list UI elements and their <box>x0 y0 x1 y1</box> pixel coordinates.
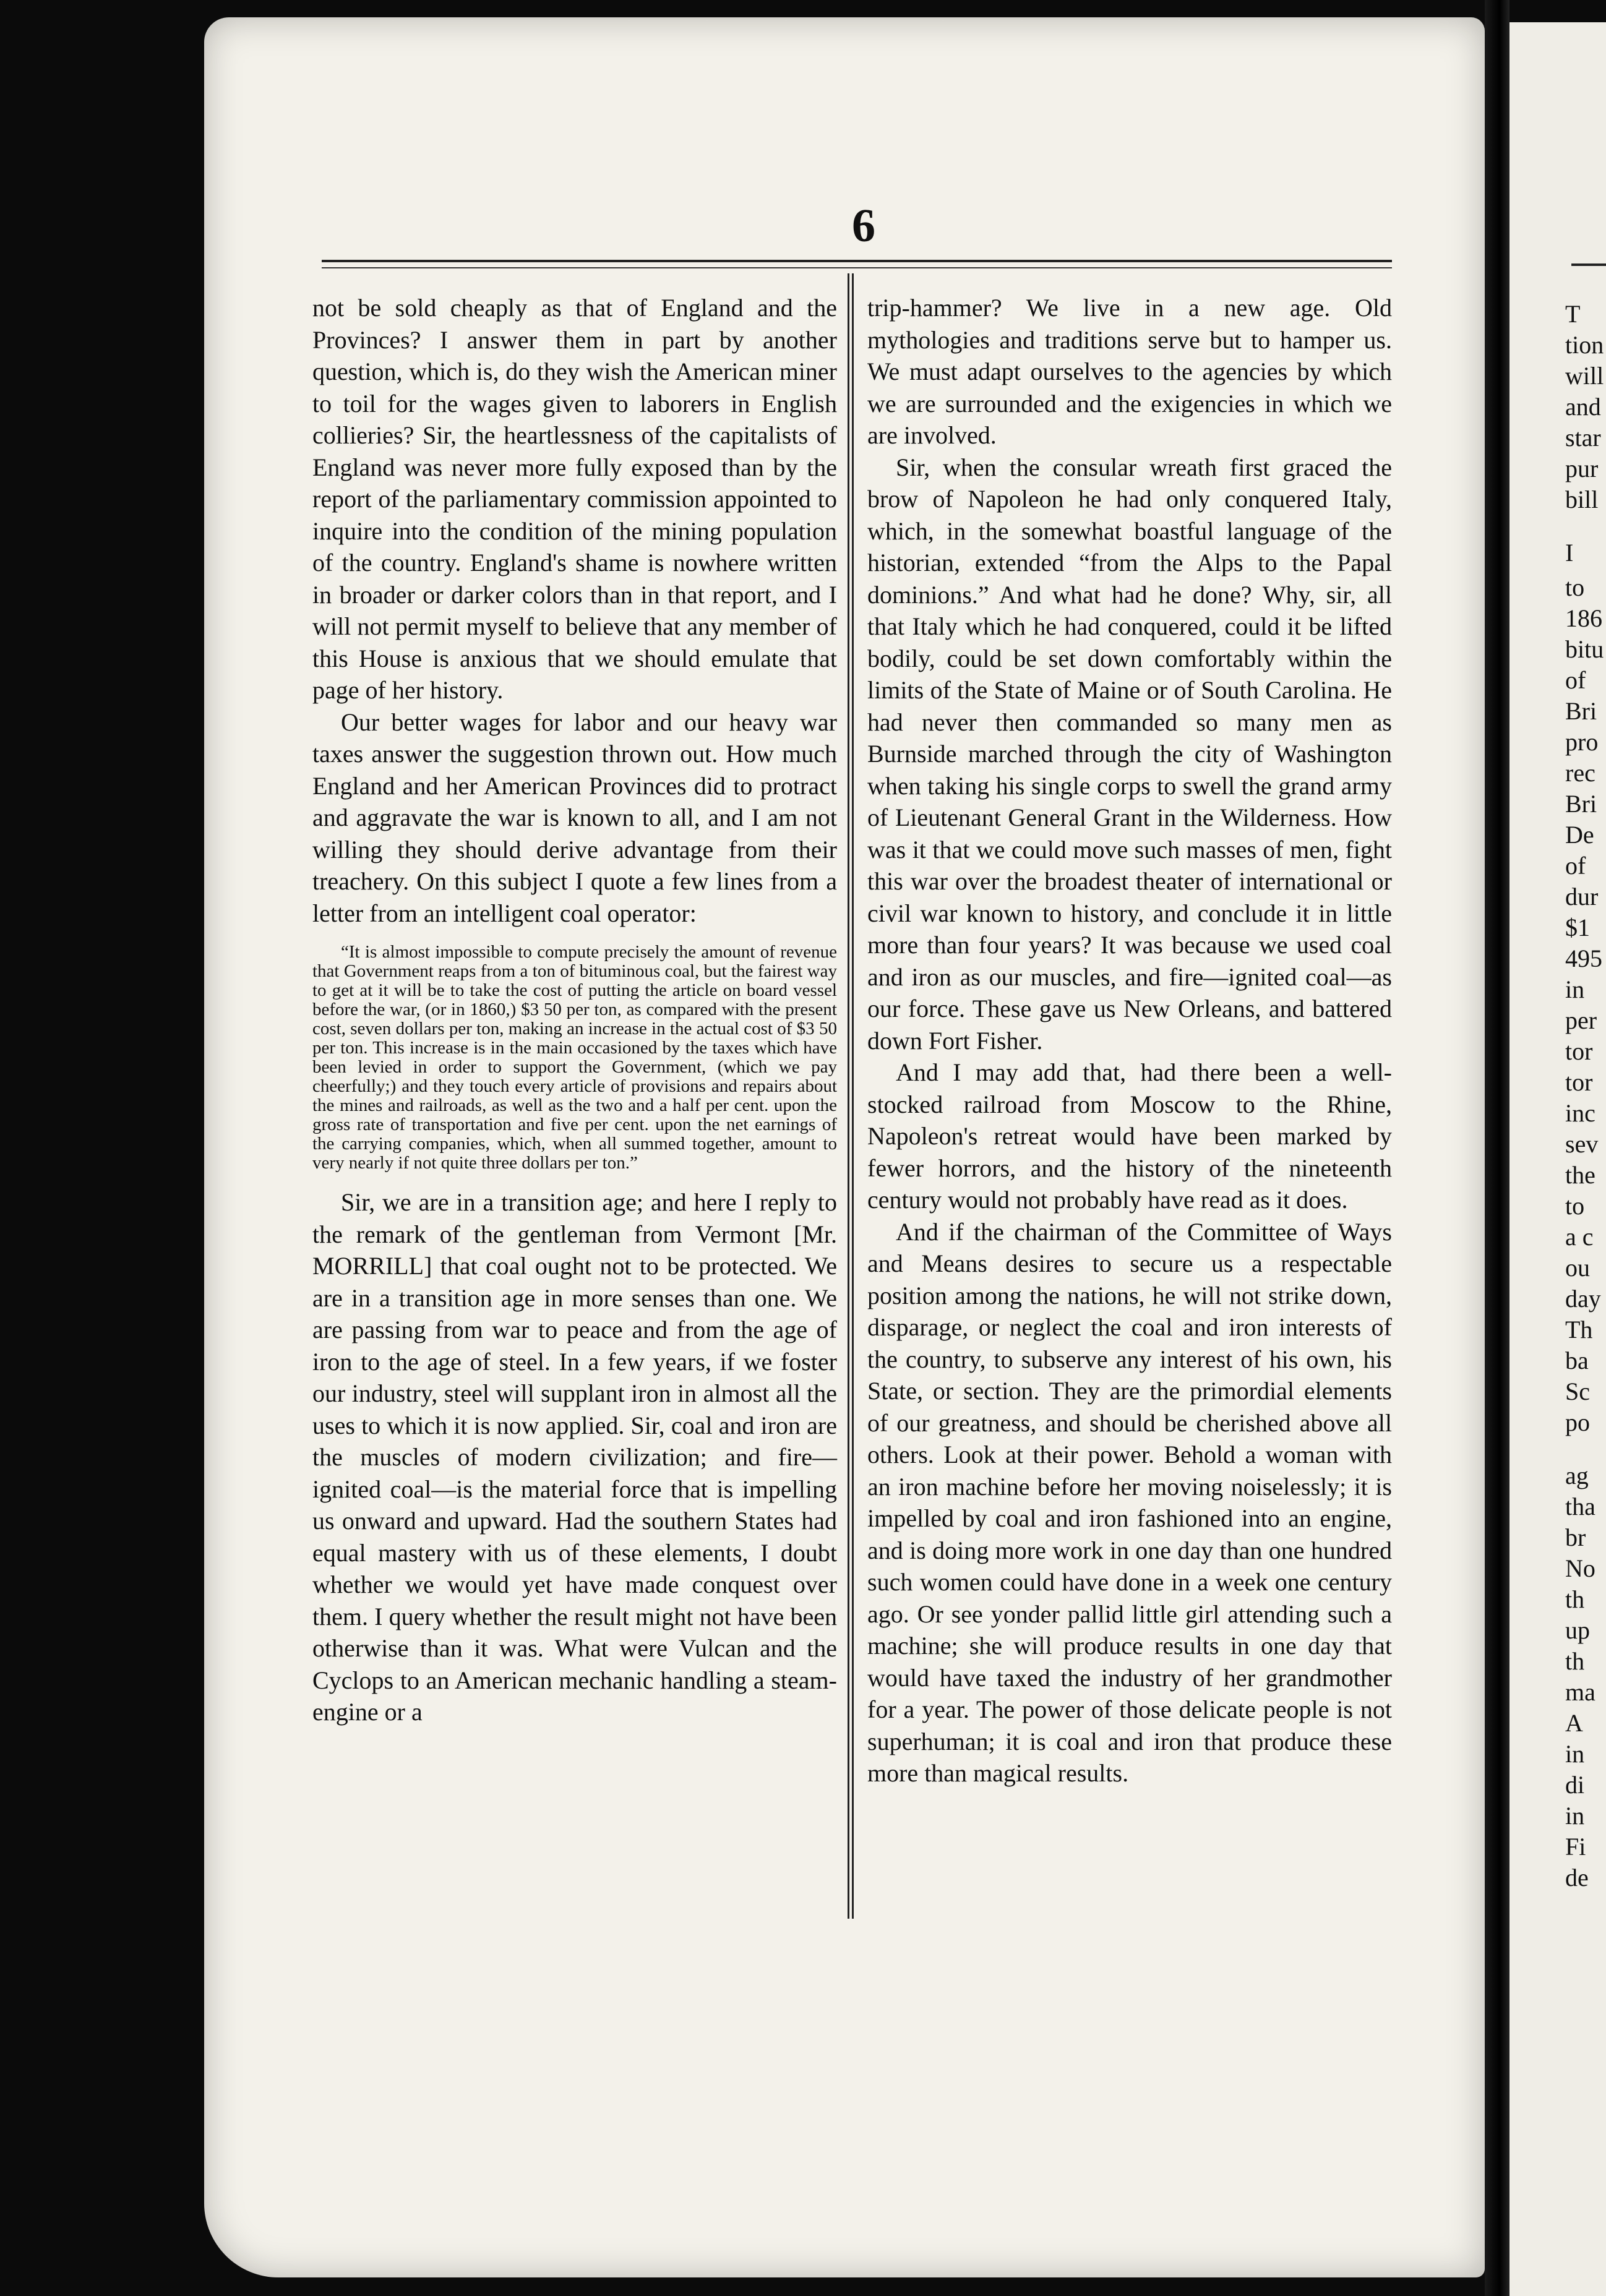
adjacent-page-fragment: up <box>1565 1616 1590 1644</box>
paragraph: And if the chairman of the Committee of Ways and Means desires to secure us a respectable position among the nations, he will not strike down, disparage, or neglect the coal and iron interests of the country, to subserve any interest of his own, his State, or section. They are the primordial elements of our greatness, and should be cherished above all others. Look at their power. Behold a woman with an iron machine before her moving noiselessly; it is impelled by coal and iron fashioned into an engine, and is doing more work in one day than one hundred such women could have done in a week one century ago. Or see yonder pallid little girl attending such a machine; she will produce results in one day that would have taxed the industry of her grandmother for a year. The power of those delicate people is not superhuman; it is coal and iron that produce these more than magical results. <box>867 1217 1392 1787</box>
adjacent-page-fragment: $1 <box>1565 914 1590 941</box>
adjacent-page-fragment: of <box>1565 852 1586 880</box>
right-column <box>867 292 1392 1789</box>
adjacent-page-fragment: bill <box>1565 486 1599 513</box>
adjacent-page-fragment: 495 <box>1565 945 1602 972</box>
adjacent-page-fragment: Bri <box>1565 697 1597 725</box>
adjacent-page-fragment: de <box>1565 1864 1589 1891</box>
adjacent-page-fragment: po <box>1565 1408 1590 1436</box>
adjacent-page-fragment: per <box>1565 1006 1597 1034</box>
adjacent-page-fragment: bitu <box>1565 635 1604 663</box>
adjacent-page-fragment: Fi <box>1565 1833 1586 1861</box>
adjacent-page-fragment: dur <box>1565 883 1599 910</box>
adjacent-page-fragment: th <box>1565 1647 1585 1675</box>
adjacent-page-fragment: No <box>1565 1554 1595 1582</box>
page-number: 6 <box>852 200 875 252</box>
adjacent-page-fragment: A <box>1565 1709 1583 1737</box>
adjacent-page-fragment: pur <box>1565 455 1599 482</box>
adjacent-page-fragment: th <box>1565 1585 1585 1613</box>
adjacent-page-fragment: br <box>1565 1523 1586 1551</box>
adjacent-header-rule <box>1571 263 1606 266</box>
adjacent-page-fragment: day <box>1565 1285 1601 1313</box>
adjacent-page-fragment: rec <box>1565 759 1595 787</box>
adjacent-page-fragment: in <box>1565 1740 1585 1768</box>
paragraph: And I may add that, had there been a well-stocked railroad from Moscow to the Rhine, Napoleon's retreat would have been marked by fewer horrors, and the history of the nineteenth century would not probably have read as it does. <box>867 1058 1392 1214</box>
adjacent-page-fragment: T <box>1565 300 1581 328</box>
column-divider <box>848 273 854 1919</box>
adjacent-page-fragment: tor <box>1565 1068 1593 1096</box>
paragraph: trip-hammer? We live in a new age. Old mythologies and traditions serve but to hamper us. We must adapt ourselves to the agencies by which we are surrounded and the exigencies in which we are involved. <box>867 294 1392 449</box>
adjacent-page-fragment: ba <box>1565 1347 1589 1374</box>
adjacent-page-fragment: will <box>1565 362 1604 390</box>
block-quote: “It is almost impossible to compute precisely the amount of revenue that Government reaps from a ton of bituminous coal, but the fairest way to get at it will be to take the cost of putting the article on board vessel before the war, (or in 1860,) $3 50 per ton, as compared with the present cost, seven dollars per ton, making an increase in the actual cost of $3 50 per ton. This increase is in the main occasioned by the taxes which have been levied in order to support the Government, (which we pay cheerfully;) and they touch every article of provisions and repairs about the mines and railroads, as well as the two and a half per cent. upon the gross rate of transportation and five per cent. upon the net earnings of the carrying companies, which, when all summed together, amount to very nearly if not quite three dollars per ton.” <box>312 942 837 1173</box>
adjacent-page-fragment: Bri <box>1565 790 1597 818</box>
adjacent-page-fragment: to <box>1565 573 1585 601</box>
adjacent-page-fragment: to <box>1565 1192 1585 1220</box>
adjacent-page-fragment: ou <box>1565 1254 1590 1282</box>
adjacent-page-fragment: Sc <box>1565 1377 1590 1405</box>
adjacent-page-fragment: and <box>1565 393 1601 421</box>
paragraph: Our better wages for labor and our heavy war taxes answer the suggestion thrown out. How much England and her American Provinces did to protract and aggravate the war is known to all, and I am not willing they should derive advantage from their treachery. On this subject I quote a few lines from a letter from an intelligent coal operator: <box>312 708 837 927</box>
adjacent-page-fragment: inc <box>1565 1099 1595 1127</box>
adjacent-page-fragment: De <box>1565 821 1594 849</box>
adjacent-page-fragment: a c <box>1565 1223 1594 1251</box>
adjacent-page-fragment: sev <box>1565 1130 1599 1158</box>
header-rule-thin <box>322 267 1392 268</box>
adjacent-page-fragment: pro <box>1565 728 1599 756</box>
adjacent-page-fragment: star <box>1565 424 1601 452</box>
left-column <box>312 292 837 1728</box>
adjacent-page-fragment: in <box>1565 975 1585 1003</box>
adjacent-page-fragment: of <box>1565 666 1586 694</box>
adjacent-page-fragment: I <box>1565 539 1574 567</box>
adjacent-page-fragment: tion <box>1565 331 1604 359</box>
paragraph: Sir, we are in a transition age; and here I reply to the remark of the gentleman from Vermont [Mr. MORRILL] that coal ought not to be protected. We are in a transition age in more senses than one. We are passing from war to peace and from the age of iron to the age of steel. In a few years, if we foster our industry, steel will supplant iron in almost all the uses to which it is now applied. Sir, coal and iron are the muscles of modern civilization; and fire—ignited coal—is the material force that is impelling us onward and upward. Had the southern States had equal mastery with us of these elements, I doubt whether we would yet have made conquest over them. I query whether the result might not have been otherwise than it was. What were Vulcan and the Cyclops to an American mechanic handling a steam-engine or a <box>312 1188 837 1726</box>
adjacent-page-fragment: Th <box>1565 1316 1593 1343</box>
adjacent-page-fragment: in <box>1565 1802 1585 1830</box>
adjacent-page-fragment: tor <box>1565 1037 1593 1065</box>
adjacent-page-fragment: the <box>1565 1161 1595 1189</box>
adjacent-page-fragment: tha <box>1565 1493 1595 1520</box>
adjacent-page-fragment: ag <box>1565 1462 1589 1489</box>
paragraph: Sir, when the consular wreath first graced the brow of Napoleon he had only conquered Italy, which, in the somewhat boastful language of the historian, extended “from the Alps to the Papal dominions.” And what had he done? Why, sir, all that Italy which he had conquered, could it be lifted bodily, could be set down comfortably within the limits of the State of Maine or of South Carolina. He had never then commanded so many men as Burnside marched through the city of Washington when taking his single corps to swell the grand army of Lieutenant General Grant in the Wilderness. How was it that we could move such masses of men, fight this war over the broadest theater of international or civil war known to history, and conclude it in little more than four years? It was because we used coal and iron as our muscles, and fire—ignited coal—as our force. These gave us New Orleans, and battered down Fort Fisher. <box>867 453 1392 1055</box>
header-rule <box>322 260 1392 262</box>
page-gutter-shadow <box>1485 0 1509 2296</box>
paragraph: not be sold cheaply as that of England and the Provinces? I answer them in part by another question, which is, do they wish the American miner to toil for the wages given to laborers in English collieries? Sir, the heartlessness of the capitalists of England was never more fully exposed than by the report of the parliamentary commission appointed to inquire into the condition of the mining population of the country. England's shame is nowhere written in broader or darker colors than in that report, and I will not permit myself to believe that any member of this House is anxious that we should emulate that page of her history. <box>312 294 837 704</box>
adjacent-page-fragment: di <box>1565 1771 1585 1799</box>
adjacent-page-fragment: ma <box>1565 1678 1595 1706</box>
adjacent-page-fragment: 186 <box>1565 604 1602 632</box>
